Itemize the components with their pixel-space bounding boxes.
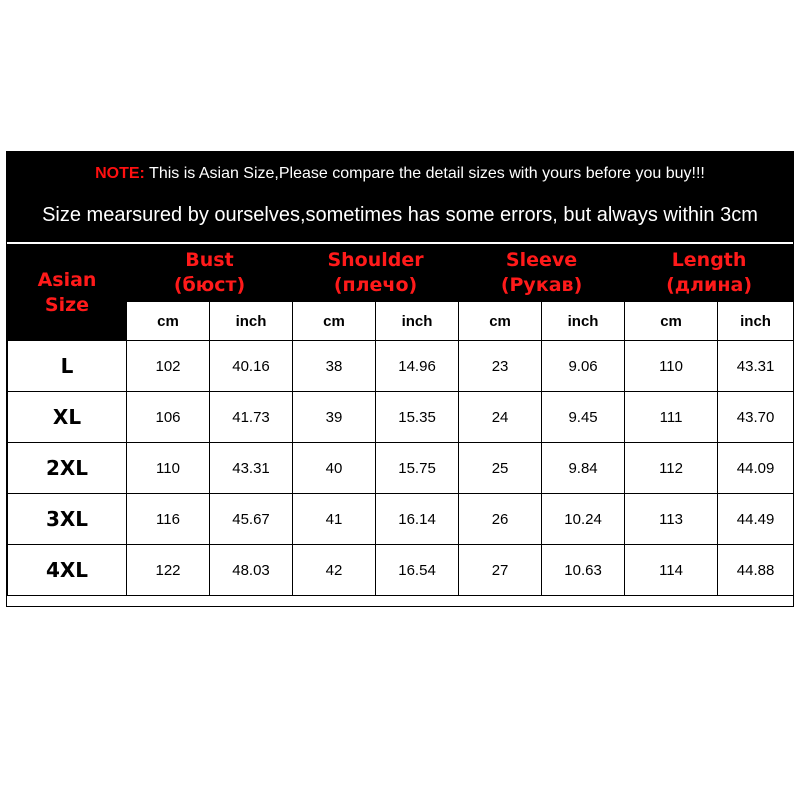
table-cell: 26: [459, 494, 542, 545]
table-cell: 112: [625, 443, 718, 494]
table-cell: 24: [459, 392, 542, 443]
unit-cell: cm: [127, 302, 210, 341]
size-label: 4XL: [8, 545, 127, 596]
table-row: [8, 545, 794, 596]
unit-cell: cm: [293, 302, 376, 341]
table-cell: 9.45: [542, 392, 625, 443]
table-cell: 110: [625, 341, 718, 392]
shoulder-header: Shoulder (плечо): [293, 245, 459, 302]
table-cell: 106: [127, 392, 210, 443]
chart-header: [7, 152, 793, 242]
size-label: 3XL: [8, 494, 127, 545]
table-cell: 42: [293, 545, 376, 596]
table-cell: 15.35: [376, 392, 459, 443]
table-cell: 102: [127, 341, 210, 392]
unit-cell: cm: [459, 302, 542, 341]
table-cell: 43.31: [210, 443, 293, 494]
table-cell: 43.70: [718, 392, 794, 443]
table-row: [8, 494, 794, 545]
table-cell: 48.03: [210, 545, 293, 596]
table-row: [8, 392, 794, 443]
table-row: [8, 341, 794, 392]
table-cell: 25: [459, 443, 542, 494]
asian-size-header: Asian Size: [8, 245, 127, 341]
table-cell: 110: [127, 443, 210, 494]
table-cell: 9.84: [542, 443, 625, 494]
table-cell: 9.06: [542, 341, 625, 392]
table-cell: 116: [127, 494, 210, 545]
table-cell: 41: [293, 494, 376, 545]
table-cell: 23: [459, 341, 542, 392]
unit-cell: inch: [542, 302, 625, 341]
table-cell: 14.96: [376, 341, 459, 392]
table-cell: 38: [293, 341, 376, 392]
size-chart: [6, 151, 794, 607]
table-cell: 15.75: [376, 443, 459, 494]
unit-cell: cm: [625, 302, 718, 341]
note-line: [7, 165, 793, 183]
table-cell: 113: [625, 494, 718, 545]
table-cell: 40: [293, 443, 376, 494]
table-cell: 41.73: [210, 392, 293, 443]
table-cell: 39: [293, 392, 376, 443]
unit-cell: inch: [210, 302, 293, 341]
table-cell: 40.16: [210, 341, 293, 392]
table-cell: 10.63: [542, 545, 625, 596]
table-cell: 16.14: [376, 494, 459, 545]
table-row: [8, 443, 794, 494]
table-cell: 122: [127, 545, 210, 596]
table-cell: 114: [625, 545, 718, 596]
measurement-disclaimer: Size mearsured by ourselves,sometimes has some errors, but always within 3cm: [42, 204, 758, 226]
table-cell: 27: [459, 545, 542, 596]
size-label: 2XL: [8, 443, 127, 494]
unit-cell: inch: [376, 302, 459, 341]
table-cell: 43.31: [718, 341, 794, 392]
table-cell: 16.54: [376, 545, 459, 596]
table-cell: 45.67: [210, 494, 293, 545]
size-label: L: [8, 341, 127, 392]
note-text: This is Asian Size,Please compare the detail sizes with yours before you buy!!!: [144, 165, 705, 182]
bust-header: Bust (бюст): [127, 245, 293, 302]
unit-cell: inch: [718, 302, 794, 341]
table-cell: 111: [625, 392, 718, 443]
note-label: NOTE:: [95, 165, 145, 182]
size-table: [7, 244, 794, 596]
table-cell: 44.49: [718, 494, 794, 545]
table-cell: 44.09: [718, 443, 794, 494]
length-header: Length (длина): [625, 245, 794, 302]
size-label: XL: [8, 392, 127, 443]
table-cell: 10.24: [542, 494, 625, 545]
sleeve-header: Sleeve (Рукав): [459, 245, 625, 302]
table-cell: 44.88: [718, 545, 794, 596]
